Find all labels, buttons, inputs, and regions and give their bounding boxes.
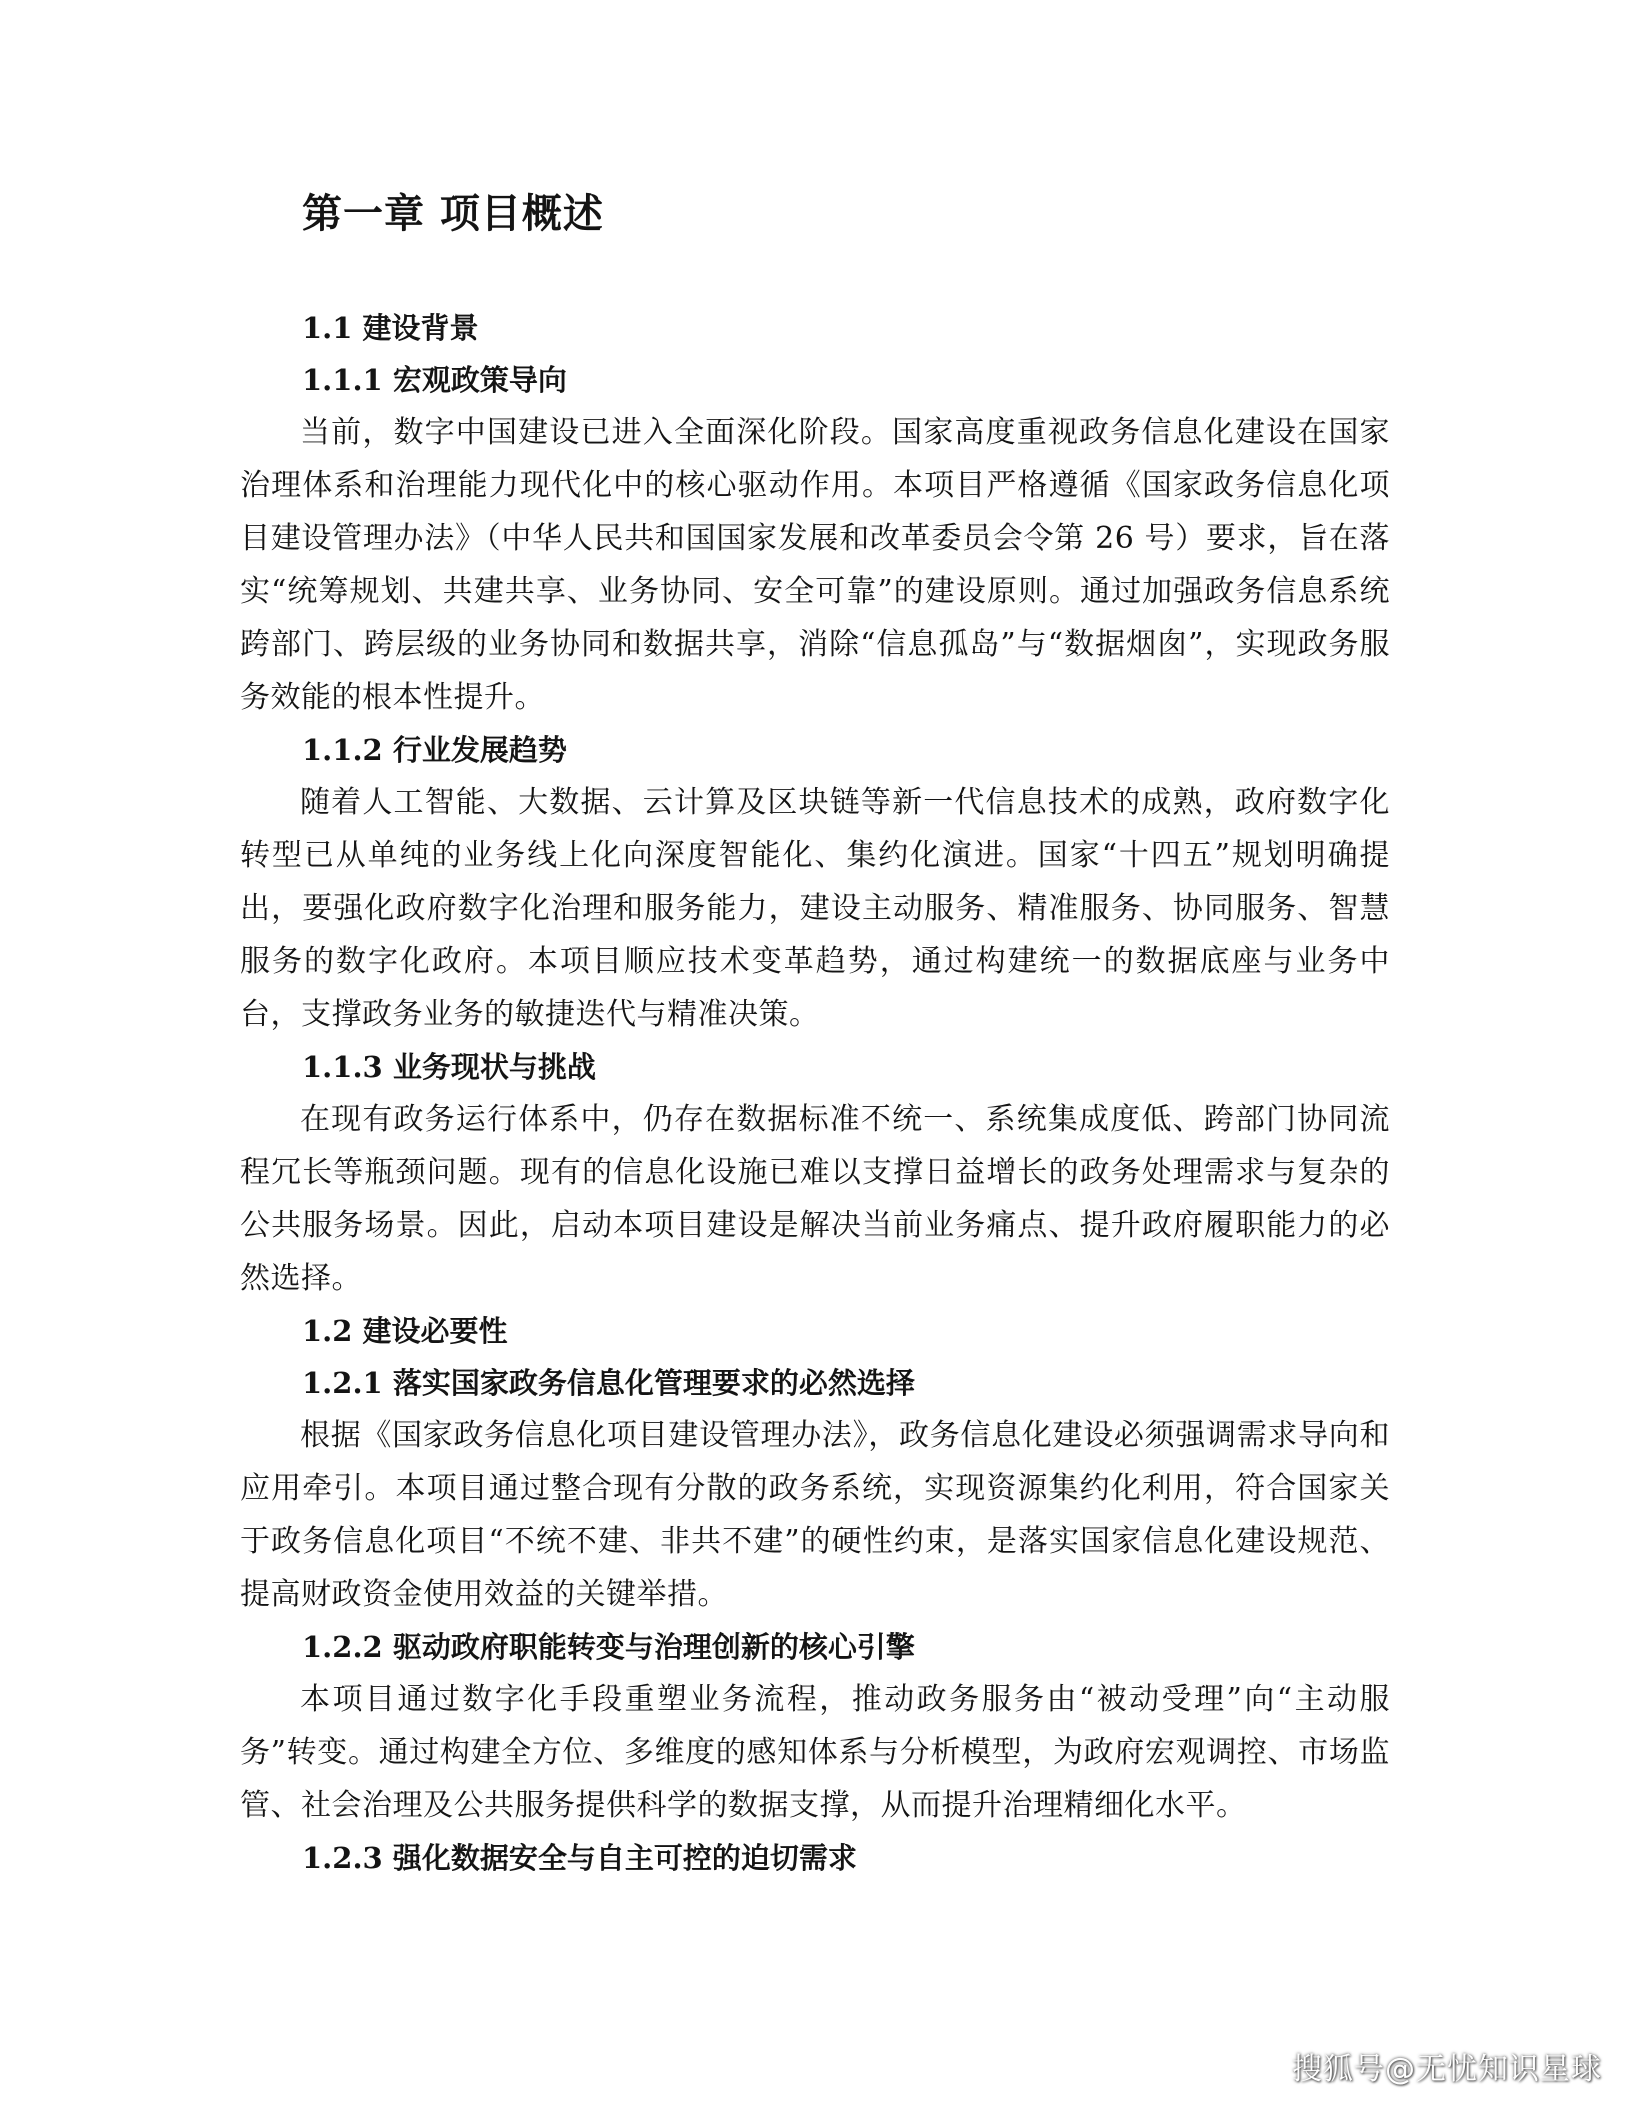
- section-heading: 1.1 建设背景: [302, 311, 479, 345]
- paragraph: 在现有政务运行体系中，仍存在数据标准不统一、系统集成度低、跨部门协同流程冗长等瓶颈问题。现有的信息化设施已难以支撑日益增长的政务处理需求与复杂的公共服务场景。因此，启动本项目建设是解决当前业务痛点、提升政府履职能力的必然选择。: [240, 1102, 1390, 1296]
- paragraph: 本项目通过数字化手段重塑业务流程，推动政务服务由“被动受理”向“主动服务”转变。通过构建全方位、多维度的感知体系与分析模型，为政府宏观调控、市场监管、社会治理及公共服务提供科学的数据支撑，从而提升治理精细化水平。: [240, 1682, 1390, 1823]
- subsection-heading: 1.1.3 业务现状与挑战: [302, 1050, 596, 1084]
- subsection-heading: 1.1.2 行业发展趋势: [302, 733, 567, 767]
- subsection-heading: 1.2.3 强化数据安全与自主可控的迫切需求: [302, 1841, 857, 1875]
- subsection-heading: 1.2.1 落实国家政务信息化管理要求的必然选择: [302, 1366, 915, 1400]
- paragraph: 当前，数字中国建设已进入全面深化阶段。国家高度重视政务信息化建设在国家治理体系和治理能力现代化中的核心驱动作用。本项目严格遵循《国家政务信息化项目建设管理办法》（中华人民共和国国家发展和改革委员会令第 26 号）要求，旨在落实“统筹规划、共建共享、业务协同、安全可靠”的建设原则。通过加强政务信息系统跨部门、跨层级的业务协同和数据共享，消除“信息孤岛”与“数据烟囱”，实现政务服务效能的根本性提升。: [240, 415, 1390, 715]
- watermark: 搜狐号@无忧知识星球: [1292, 2052, 1602, 2087]
- subsection-heading: 1.1.1 宏观政策导向: [302, 363, 567, 397]
- paragraph: 根据《国家政务信息化项目建设管理办法》，政务信息化建设必须强调需求导向和应用牵引。本项目通过整合现有分散的政务系统，实现资源集约化利用，符合国家关于政务信息化项目“不统不建、非共不建”的硬性约束，是落实国家信息化建设规范、提高财政资金使用效益的关键举措。: [240, 1418, 1390, 1612]
- chapter-title: 第一章 项目概述: [302, 191, 604, 237]
- paragraph: 随着人工智能、大数据、云计算及区块链等新一代信息技术的成熟，政府数字化转型已从单纯的业务线上化向深度智能化、集约化演进。国家“十四五”规划明确提出，要强化政府数字化治理和服务能力，建设主动服务、精准服务、协同服务、智慧服务的数字化政府。本项目顺应技术变革趋势，通过构建统一的数据底座与业务中台，支撑政务业务的敏捷迭代与精准决策。: [240, 785, 1390, 1032]
- subsection-heading: 1.2.2 驱动政府职能转变与治理创新的核心引擎: [302, 1630, 915, 1664]
- section-heading: 1.2 建设必要性: [302, 1314, 508, 1348]
- document-page: [240, 186, 1390, 1884]
